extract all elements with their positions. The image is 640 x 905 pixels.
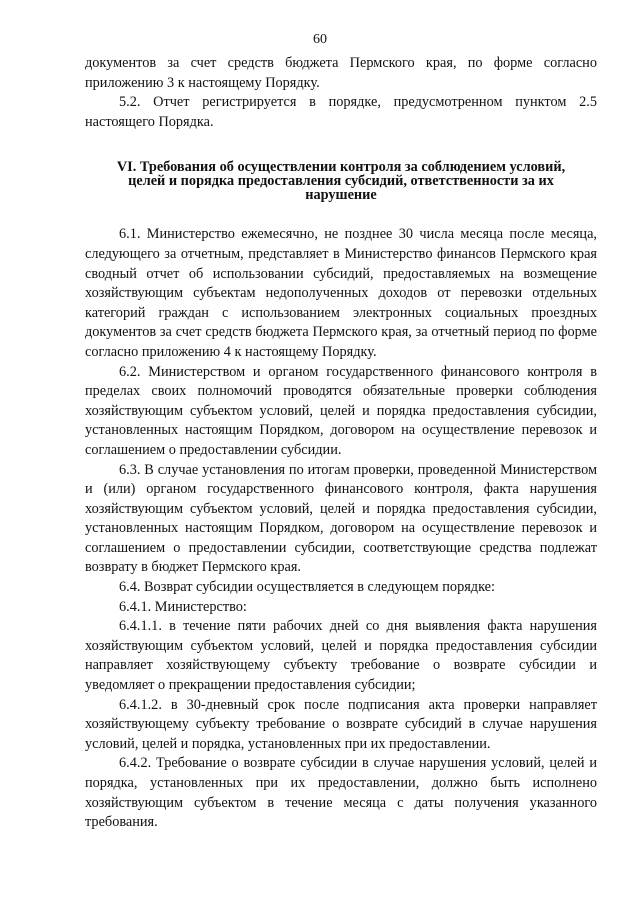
section-heading-line: VI. Требования об осуществлении контроля за соблюдением условий,	[116, 159, 566, 176]
paragraph-6-3: 6.3. В случае установления по итогам проверки, проведенной Министерством и (или) органом государственного финансового контроля, факта нарушения хозяйствующим субъектом условий, целей и порядка предоставления субсидии, установленных настоящим Порядком, договором на осуществление перевозок и соглашением о предоставлении субсидии, соответствующие средства подлежат возврату в бюджет Пермского края.	[85, 461, 597, 576]
paragraph-6-1: 6.1. Министерство ежемесячно, не позднее 30 числа месяца после месяца, следующего за отчетным, представляет в Министерство финансов Пермского края сводный отчет об использовании субсидий, предоставляемых на возмещение хозяйствующим субъектам недополученных доходов от перевозки отдельных категорий граждан с использованием электронных социальных проездных документов за счет средств бюджета Пермского края, за отчетный период по форме согласно приложению 4 к настоящему Порядку.	[85, 226, 597, 360]
paragraph-6-4-2: 6.4.2. Требование о возврате субсидии в случае нарушения условий, целей и порядка, установленных при их предоставлении, должно быть исполнено хозяйствующим субъектом в течение месяца с даты получения указанного требования.	[85, 755, 597, 831]
paragraph-continuation: документов за счет средств бюджета Пермского края, по форме согласно приложению 3 к настоящему Порядку.	[85, 55, 597, 91]
paragraph-6-4-1: 6.4.1. Министерство:	[119, 598, 247, 615]
paragraph-6-4-1-2: 6.4.1.2. в 30-дневный срок после подписания акта проверки направляет хозяйствующему субъекту требование о возврате субсидий в случае нарушения условий, целей и порядка, установленных при их предоставлении.	[85, 696, 597, 752]
document-body	[85, 54, 597, 833]
section-heading-line: нарушение	[305, 187, 377, 204]
page-number: 60	[313, 32, 327, 47]
section-heading	[85, 160, 597, 202]
paragraph-6-4-1-1: 6.4.1.1. в течение пяти рабочих дней со дня выявления факта нарушения хозяйствующим субъектом условий, целей и порядка предоставления субсидии направляет хозяйствующему субъекту требование о возврате субсидии и уведомляет о прекращении предоставления субсидии;	[85, 618, 597, 694]
paragraph-6-2: 6.2. Министерством и органом государственного финансового контроля в пределах своих полномочий проводятся обязательные проверки соблюдения хозяйствующим субъектом условий, целей и порядка предоставления субсидии, установленных настоящим Порядком, договором на осуществление перевозок и соглашением о предоставлении субсидии.	[85, 363, 597, 458]
paragraph-6-4: 6.4. Возврат субсидии осуществляется в следующем порядке:	[119, 579, 495, 596]
paragraph-5-2: 5.2. Отчет регистрируется в порядке, предусмотренном пунктом 2.5 настоящего Порядка.	[85, 94, 597, 130]
section-heading-line: целей и порядка предоставления субсидий, ответственности за их	[128, 173, 554, 190]
